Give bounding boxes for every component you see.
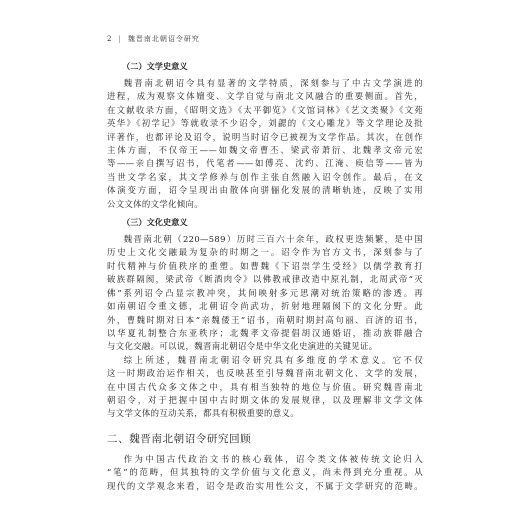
text-line: 与文化交融。可以说，魏晋南北朝诏令是中华文化史演进的关键见证。 [107,341,378,352]
text-line: 佛”系列诏令凸显宗教冲突，其间映射多元思潮对统治策略的渗透。再 [107,287,423,298]
text-line: 魏晋南北朝（220—589）历时三百六十余年，政权更迭频繁，是中国 [123,234,423,245]
text-line: 魏晋南北朝诏令具有显著的文学特质，深刻参与了中古文学演进的 [123,78,423,88]
text-line: 破族群隔阂，梁武帝《断酒肉令》以佛教戒律改造中原礼制，北周武帝“灭 [107,274,423,285]
text-line: 现代的文学观念来看，诏令是政治实用性公文，不属于文学研究的范畴。 [107,480,423,491]
text-line: “笔”的范畴，但其独特的文学价值与文化意义，尚未得到充分重视。从 [107,467,423,478]
subsection-heading-cultural: （三）文化史意义 [122,217,188,228]
text-line: 朝诏令，对于把握中国中古时期文体的发展规律，以及理解非文学文体 [107,394,423,405]
text-line: 在中国古代众多文体之中，具有相当独特的地位与价值。研究魏晋南北 [107,381,423,392]
paragraph-review [107,453,423,493]
text-line: 主体方面，不仅帝王——如魏文帝曹丕、梁武帝萧衍、北魏孝文帝元宏 [107,145,423,156]
text-line: 评著作，也都评论及诏令，说明当时诏令已被视为文学作品。其次，在创作 [107,131,423,142]
text-line: 作为中国古代政治文书的核心载体，诏令类文体被传统文论归入 [123,453,423,464]
text-line: 公文文体的文学化倾向。 [107,198,203,209]
header-divider: | [118,35,122,43]
text-line: 时代精神与价值秩序的重塑。如曹魏《下诏崇学生受经》以儒学教育打 [107,260,423,271]
paragraph-literary [107,77,423,211]
text-line: 这一时期政治运作相关，也反映甚至引导魏晋南北朝文化、文学的发展， [107,368,423,379]
subsection-heading-literary: （二）文学史意义 [122,61,188,71]
text-line: 综上所述，魏晋南北朝诏令研究具有多维度的学术意义。它不仅 [123,354,423,365]
section-heading-review: 二、魏晋南北朝诏令研究回顾 [107,432,252,445]
text-line: 当世文学名家，其文学修养与创作主张自然融入诏令创作。最后，在文 [107,171,423,182]
text-line: 英华》《初学记》等就收录不少诏令，刘勰的《文心雕龙》等文学理论及批 [107,118,423,129]
text-line: 历史上文化交融最为复杂的时期之一。诏令作为官方文书，深刻参与了 [107,247,423,258]
text-line: 进程，成为观察文体嬗变、文学自觉与南北文风融合的重要侧面。首先， [107,91,423,102]
text-line: 体演变方面，诏令呈现出由散体向骈俪化发展的清晰轨迹，反映了实用 [107,185,423,196]
paragraph-cultural [107,233,423,421]
text-line: 外，曹魏时期对日本“亲魏倭王”诏书，南朝时期封高句丽、百济的诏书， [107,314,423,325]
page-body [107,60,423,493]
text-line: 在文献收录方面，《昭明文选》《太平御览》《文馆词林》《艺文类聚》《文苑 [107,104,423,115]
text-line: 如南朝诏令重文德，北朝诏令尚武功，折射地理隔阂下的文化分野。此 [107,301,423,312]
text-line: 以华夏礼制整合东亚秩序；北魏孝文帝提倡胡汉通婚诏，推动族群融合 [107,327,423,338]
text-line: 等——亲自撰写诏书，代笔者——如傅亮、沈约、江淹、庾信等——皆为 [107,158,423,169]
page-number: 2 [107,35,113,43]
text-line: 与文学文体的互动关系，都具有积极重要的意义。 [107,408,299,419]
running-head [107,34,200,44]
book-title: 魏晋南北朝诏令研究 [127,35,200,43]
